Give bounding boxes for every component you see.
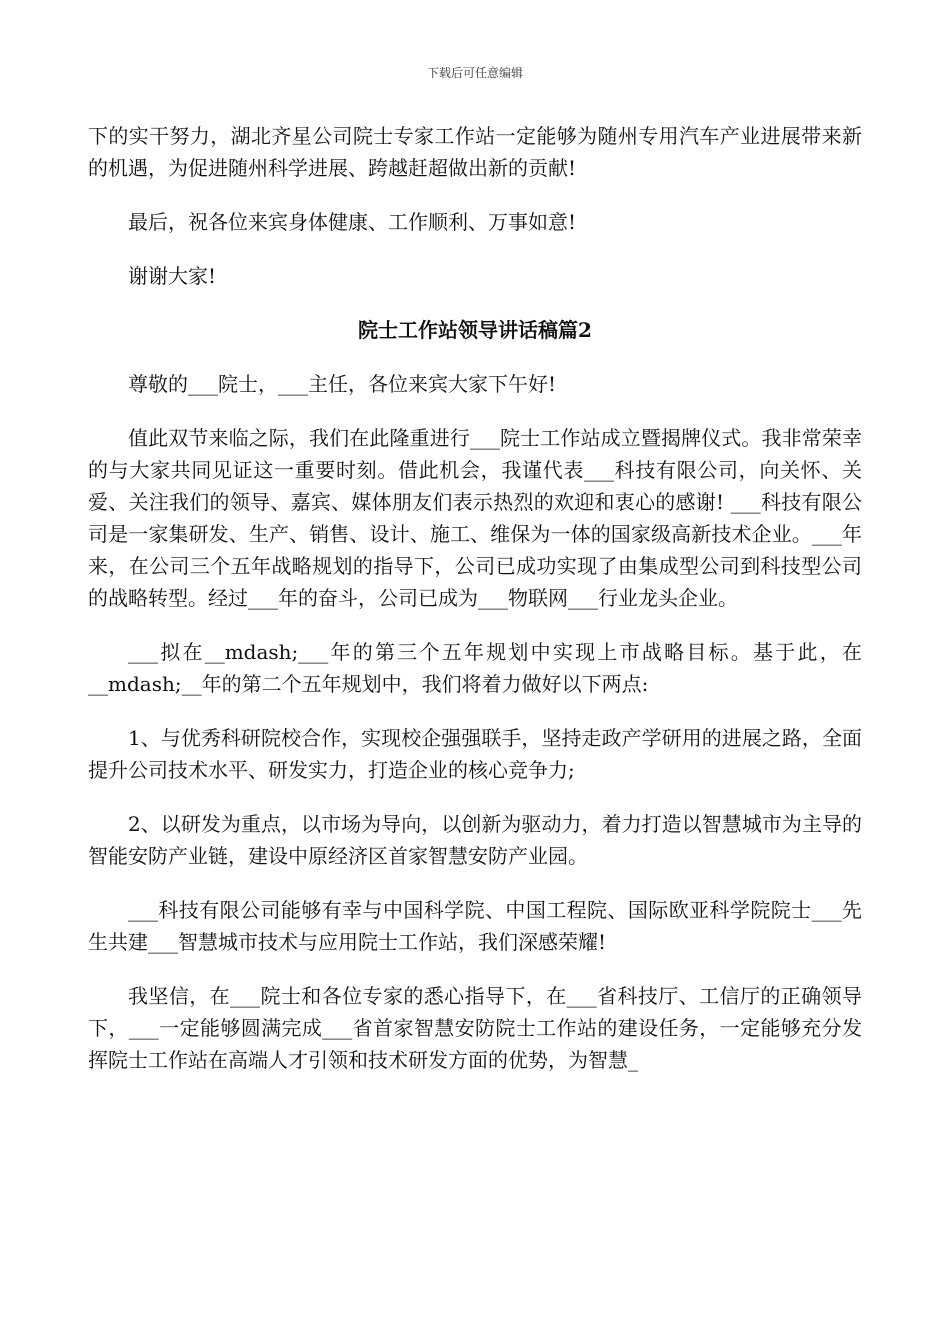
paragraph-greeting: 尊敬的___院士，___主任，各位来宾大家下午好!	[128, 372, 557, 396]
paragraph-continuation: 下的实干努力，湖北齐星公司院士专家工作站一定能够为随州专用汽车产业进展带来新的机遇，为促进随州科学进展、跨越赶超做出新的贡献!	[88, 124, 862, 180]
paragraph-point-2: 2、以研发为重点，以市场为导向，以创新为驱动力，着力打造以智慧城市为主导的智能安防产业链，建设中原经济区首家智慧安防产业园。	[88, 812, 862, 868]
paragraph-belief: 我坚信，在___院士和各位专家的悉心指导下，在___省科技厅、工信厅的正确领导下，___一定能够圆满完成___省首家智慧安防院士工作站的建设任务，一定能够充分发挥院士工作站在高端人才引领和技术研发方面的优势，为智慧_	[88, 984, 862, 1072]
page-header-note: 下载后可任意编辑	[426, 66, 523, 80]
paragraph-plan: ___拟在__mdash;___年的第三个五年规划中实现上市战略目标。基于此，在__mdash;__年的第二个五年规划中，我们将着力做好以下两点:	[88, 640, 862, 696]
paragraph-point-1: 1、与优秀科研院校合作，实现校企强强联手，坚持走政产学研用的进展之路，全面提升公司技术水平、研发实力，打造企业的核心竞争力;	[88, 726, 862, 782]
paragraph-intro: 值此双节来临之际，我们在此隆重进行___院士工作站成立暨揭牌仪式。我非常荣幸的与大家共同见证这一重要时刻。借此机会，我谨代表___科技有限公司，向关怀、关爱、关注我们的领导、嘉宾、媒体朋友们表示热烈的欢迎和衷心的感谢! ___科技有限公司是一家集研发、生产、销售、设计、施工、维保为一体的国家级高新技术企业。___年来，在公司三个五年战略规划的指导下，公司已成功实现了由集成型公司到科技型公司的战略转型。经过___年的奋斗，公司已成为___物联网___行业龙头企业。	[88, 426, 862, 610]
paragraph-honor: ___科技有限公司能够有幸与中国科学院、中国工程院、国际欧亚科学院院士___先生共建___智慧城市技术与应用院士工作站，我们深感荣耀!	[88, 898, 862, 954]
document-body	[88, 120, 862, 1098]
section-title: 院士工作站领导讲话稿篇2	[358, 318, 592, 342]
paragraph-thanks: 谢谢大家!	[128, 264, 217, 288]
paragraph-closing-wish: 最后，祝各位来宾身体健康、工作顺利、万事如意!	[128, 210, 577, 234]
